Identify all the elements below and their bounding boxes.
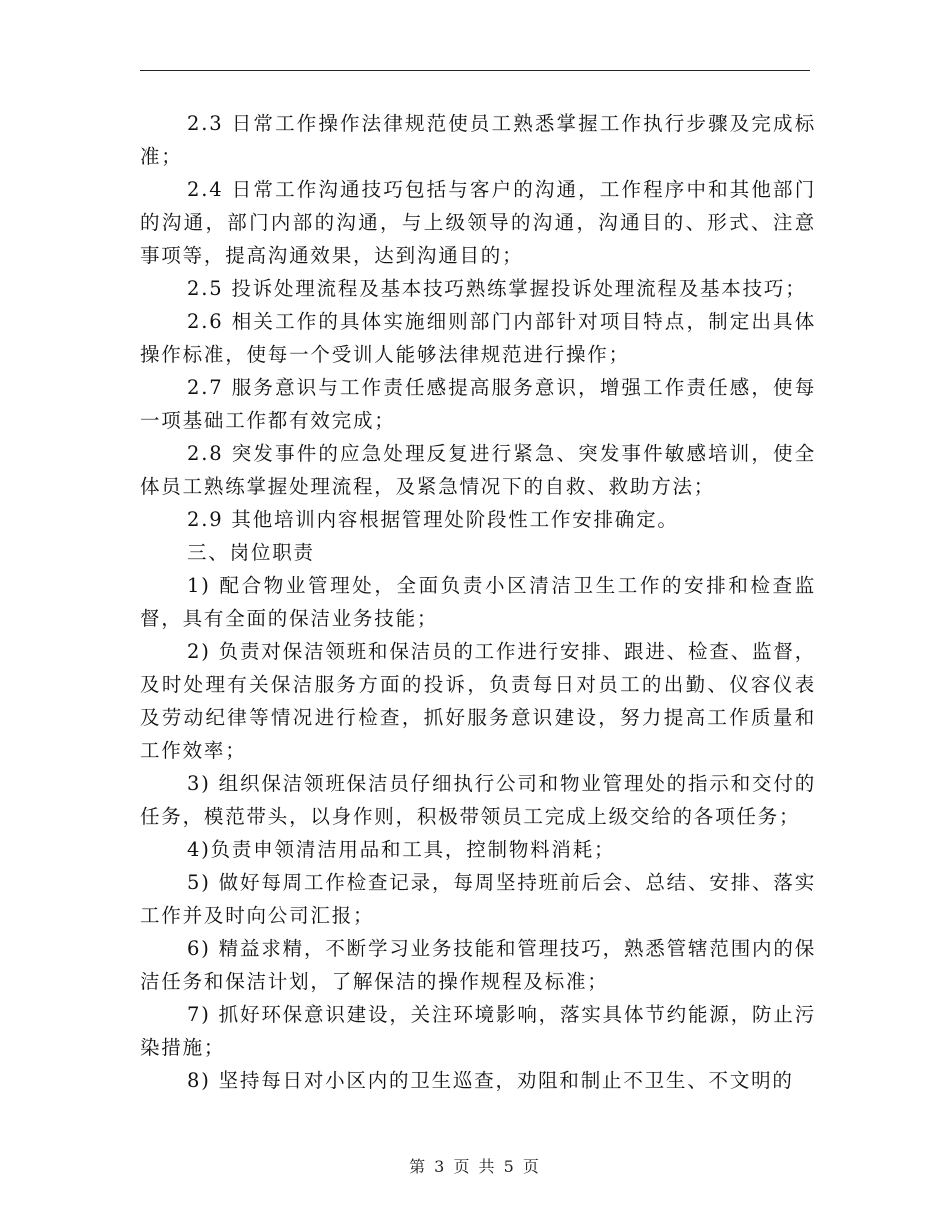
page-number-footer: 第 3 页 共 5 页	[409, 1157, 541, 1176]
duty-item-3: 3) 组织保洁领班保洁员仔细执行公司和物业管理处的指示和交付的任务，模范带头，以身作则，积极带领员工完成上级交给的各项任务；	[140, 772, 816, 828]
paragraph-2-9: 2.9 其他培训内容根据管理处阶段性工作安排确定。	[187, 508, 679, 531]
header-rule	[140, 70, 810, 71]
duty-item-4: 4)负责申领清洁用品和工具，控制物料消耗；	[187, 838, 616, 861]
duty-item-2: 2) 负责对保洁领班和保洁员的工作进行安排、跟进、检查、监督，及时处理有关保洁服务方面的投诉，负责每日对员工的出勤、仪容仪表及劳动纪律等情况进行检查，抓好服务意识建设，努力提高工作质量和工作效率；	[140, 640, 816, 762]
paragraph-2-8: 2.8 突发事件的应急处理反复进行紧急、突发事件敏感培训，使全体员工熟练掌握处理流程，及紧急情况下的自救、救助方法；	[140, 442, 816, 498]
paragraph-2-4: 2.4 日常工作沟通技巧包括与客户的沟通，工作程序中和其他部门的沟通，部门内部的沟通，与上级领导的沟通，沟通目的、形式、注意事项等，提高沟通效果，达到沟通目的；	[140, 178, 816, 267]
paragraph-2-6: 2.6 相关工作的具体实施细则部门内部针对项目特点，制定出具体操作标准，使每一个受训人能够法律规范进行操作；	[140, 310, 816, 366]
duty-item-8: 8) 坚持每日对小区内的卫生巡查，劝阻和制止不卫生、不文明的	[187, 1069, 794, 1092]
paragraph-2-3: 2.3 日常工作操作法律规范使员工熟悉掌握工作执行步骤及完成标准；	[140, 112, 816, 168]
duty-item-1: 1) 配合物业管理处，全面负责小区清洁卫生工作的安排和检查监督，具有全面的保洁业务技能；	[140, 574, 816, 630]
duty-item-6: 6) 精益求精，不断学习业务技能和管理技巧，熟悉管辖范围内的保洁任务和保洁计划，了解保洁的操作规程及标准；	[140, 937, 816, 993]
document-body	[140, 107, 816, 1097]
section-heading-duties: 三、岗位职责	[187, 541, 315, 564]
duty-item-5: 5) 做好每周工作检查记录，每周坚持班前后会、总结、安排、落实工作并及时向公司汇报；	[140, 871, 816, 927]
paragraph-2-7: 2.7 服务意识与工作责任感提高服务意识，增强工作责任感，使每一项基础工作都有效完成；	[140, 376, 816, 432]
duty-item-7: 7) 抓好环保意识建设，关注环境影响，落实具体节约能源，防止污染措施；	[140, 1003, 816, 1059]
paragraph-2-5: 2.5 投诉处理流程及基本技巧熟练掌握投诉处理流程及基本技巧；	[187, 277, 807, 300]
